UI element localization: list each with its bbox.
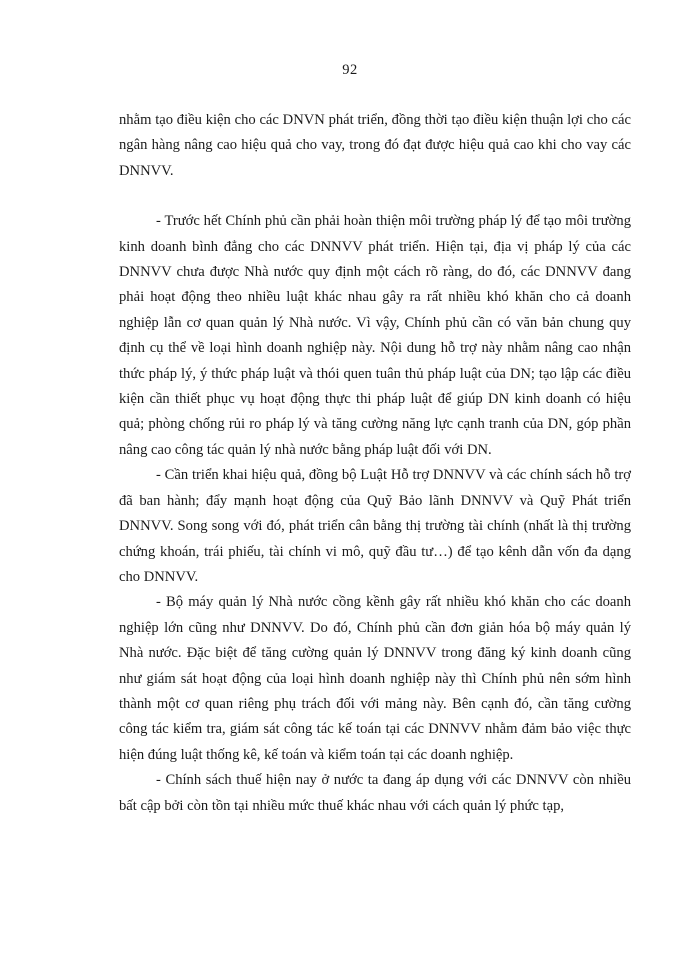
document-body <box>119 108 631 819</box>
paragraph-legal-environment: - Trước hết Chính phủ cần phải hoàn thiện môi trường pháp lý để tạo môi trường kinh doanh bình đẳng cho các DNNVV phát triển. Hiện tại, địa vị pháp lý của các DNNVV chưa được Nhà nước quy định một cách rõ ràng, do đó, các DNNVV đang phải hoạt động theo nhiều luật khác nhau gây ra rất nhiều khó khăn cho cả doanh nghiệp lẫn cơ quan quản lý Nhà nước. Vì vậy, Chính phủ cần có văn bản chung quy định cụ thể về loại hình doanh nghiệp này. Nội dung hỗ trợ này nhằm nâng cao nhận thức pháp lý, ý thức pháp luật và thói quen tuân thủ pháp luật của DN; tạo lập các điều kiện cần thiết phục vụ hoạt động thực thi pháp luật để giúp DN kinh doanh có hiệu quả; phòng chống rủi ro pháp lý và tăng cường năng lực cạnh tranh của DN, góp phần nâng cao công tác quản lý nhà nước bằng pháp luật đối với DN. <box>119 213 631 458</box>
paragraph-state-apparatus: - Bộ máy quản lý Nhà nước cồng kềnh gây rất nhiều khó khăn cho các doanh nghiệp lớn cũng như DNNVV. Do đó, Chính phủ cần đơn giản hóa bộ máy quản lý Nhà nước. Đặc biệt để tăng cường quản lý DNNVV trong đăng ký kinh doanh cũng như giám sát hoạt động của loại hình doanh nghiệp này thì Chính phủ nên sớm hình thành một cơ quan riêng phụ trách đối với mảng này. Bên cạnh đó, cần tăng cường công tác kiểm tra, giám sát công tác kế toán tại các DNNVV nhằm đảm bảo việc thực hiện đúng luật thống kê, kế toán và kiểm toán tại các doanh nghiệp. <box>119 594 631 763</box>
paragraph-support-law: - Cần triển khai hiệu quả, đồng bộ Luật Hỗ trợ DNNVV và các chính sách hỗ trợ đã ban hành; đẩy mạnh hoạt động của Quỹ Bảo lãnh DNNVV và Quỹ Phát triển DNNVV. Song song với đó, phát triển cân bằng thị trường tài chính (nhất là thị trường chứng khoán, trái phiếu, tài chính vi mô, quỹ đầu tư…) để tạo kênh dẫn vốn đa dạng cho DNNVV. <box>119 467 631 585</box>
page-number: 92 <box>342 62 358 78</box>
paragraph-tax-policy: - Chính sách thuế hiện nay ở nước ta đang áp dụng với các DNNVV còn nhiều bất cập bởi còn tồn tại nhiều mức thuế khác nhau với cách quản lý phức tạp, <box>119 772 631 814</box>
paragraph-continuation: nhằm tạo điều kiện cho các DNVN phát triển, đồng thời tạo điều kiện thuận lợi cho các ngân hàng nâng cao hiệu quả cho vay, trong đó đạt được hiệu quả cao khi cho vay các DNNVV. <box>119 112 631 179</box>
